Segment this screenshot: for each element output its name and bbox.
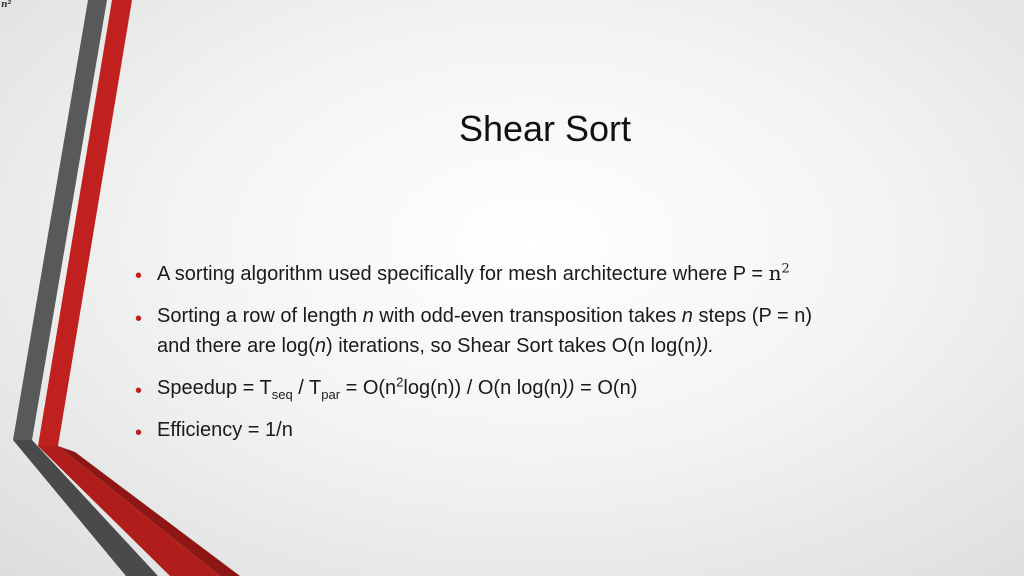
bullet-text: ) iterations, so Shear Sort takes O(n log(n	[326, 335, 696, 357]
italic-n: n	[362, 305, 374, 327]
bullet-text: Speedup = T	[157, 377, 272, 399]
italic-close: ))	[561, 377, 575, 399]
math-exponent: 2	[781, 261, 790, 277]
bullet-item-1	[133, 258, 953, 289]
bullet-text: log(n)) / O(n log(n	[403, 377, 562, 399]
bullet-text: = O(n	[340, 377, 397, 399]
bullet-text: A sorting algorithm used specifically for mesh architecture where P =	[157, 263, 769, 285]
slide-title: Shear Sort	[458, 108, 632, 149]
superscript-2: 2	[396, 374, 404, 390]
italic-n: n	[314, 335, 327, 357]
math-n: n	[768, 261, 782, 285]
bullet-item-4	[133, 415, 953, 445]
bullet-text: = O(n)	[574, 377, 638, 399]
bullet-item-2	[133, 301, 953, 361]
bullet-dot: •	[135, 422, 143, 444]
bullet-text: / T	[292, 377, 322, 399]
italic-n: n	[681, 305, 693, 327]
bullet-item-3	[133, 373, 953, 403]
bullet-text: Sorting a row of length	[157, 305, 363, 327]
bullet-dot: •	[135, 265, 143, 287]
bullet-text: steps (P = n)	[692, 305, 813, 327]
bullet-dot: •	[135, 380, 143, 402]
bullet-dot: •	[135, 308, 143, 330]
corner-math-mark: n²	[1, 0, 12, 10]
subscript-par: par	[321, 387, 341, 402]
bullet-text: with odd-even transposition takes	[373, 305, 682, 327]
subscript-seq: seq	[271, 387, 293, 402]
bullet-list	[133, 258, 953, 457]
bullet-text: Efficiency = 1/n	[157, 419, 293, 441]
bullet-text: and there are log(	[157, 335, 315, 357]
italic-close: )).	[695, 335, 714, 357]
